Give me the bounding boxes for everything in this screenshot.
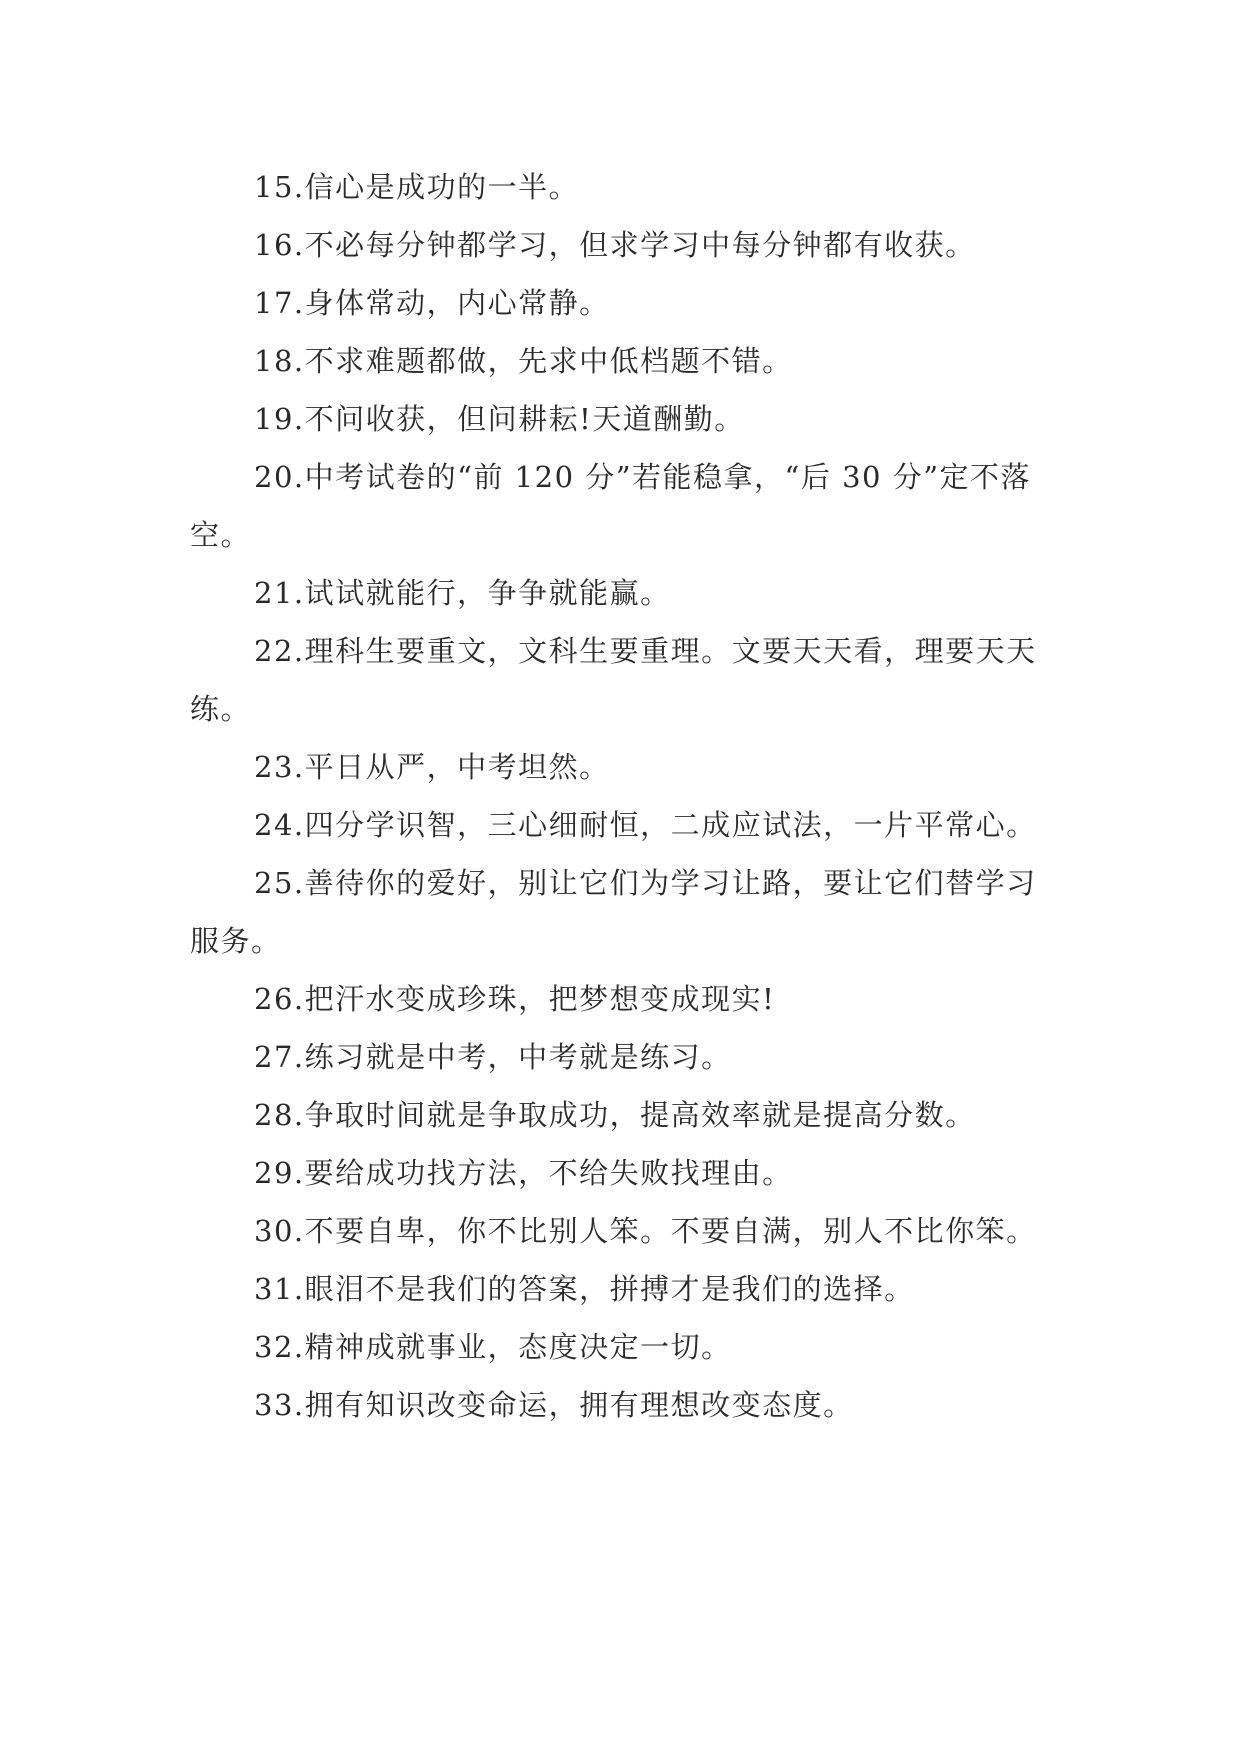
quote-item: 27.练习就是中考，中考就是练习。 xyxy=(254,1040,732,1074)
quote-item: 22.理科生要重文，文科生要重理。文要天天看，理要天天练。 xyxy=(190,634,1037,726)
quote-item: 17.身体常动，内心常静。 xyxy=(254,286,610,320)
quote-item: 23.平日从严，中考坦然。 xyxy=(254,750,610,784)
quote-item: 15.信心是成功的一半。 xyxy=(254,170,580,204)
quote-item: 18.不求难题都做，先求中低档题不错。 xyxy=(254,344,793,378)
quote-item: 21.试试就能行，争争就能赢。 xyxy=(254,576,671,610)
quote-item: 19.不问收获，但问耕耘!天道酬勤。 xyxy=(254,402,745,436)
quote-item: 28.争取时间就是争取成功，提高效率就是提高分数。 xyxy=(254,1098,976,1132)
quote-item: 26.把汗水变成珍珠，把梦想变成现实! xyxy=(254,982,776,1016)
quote-item: 31.眼泪不是我们的答案，拼搏才是我们的选择。 xyxy=(254,1272,915,1306)
quote-list xyxy=(190,158,1055,1434)
quote-item: 33.拥有知识改变命运，拥有理想改变态度。 xyxy=(254,1388,854,1422)
quote-item: 25.善待你的爱好，别让它们为学习让路，要让它们替学习服务。 xyxy=(190,866,1037,958)
quote-item: 16.不必每分钟都学习，但求学习中每分钟都有收获。 xyxy=(254,228,976,262)
quote-item: 32.精神成就事业，态度决定一切。 xyxy=(254,1330,732,1364)
quote-item: 29.要给成功找方法，不给失败找理由。 xyxy=(254,1156,793,1190)
quote-item: 20.中考试卷的“前 120 分”若能稳拿，“后 30 分”定不落空。 xyxy=(190,460,1032,552)
quote-item: 30.不要自卑，你不比别人笨。不要自满，别人不比你笨。 xyxy=(254,1214,1037,1248)
quote-item: 24.四分学识智，三心细耐恒，二成应试法，一片平常心。 xyxy=(254,808,1037,842)
